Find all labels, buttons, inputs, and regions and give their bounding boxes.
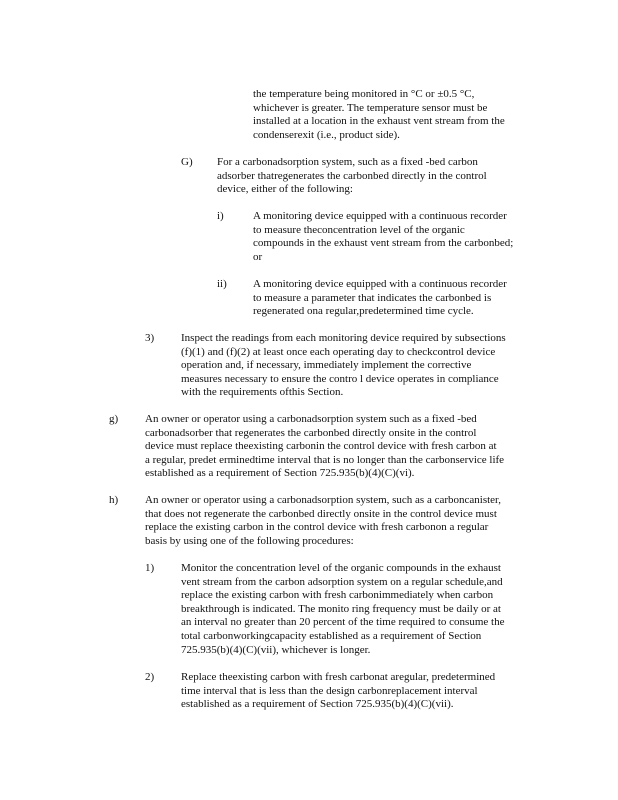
text-line: time interval that is less than the design carbonreplacement interval (181, 684, 478, 697)
text-line: 725.935(b)(4)(C)(vii), whichever is longer. (181, 643, 371, 656)
paragraph-text (253, 210, 530, 264)
text-line: A monitoring device equipped with a continuous recorder (253, 278, 507, 290)
text-line: A monitoring device equipped with a continuous recorder (253, 210, 507, 222)
text-line: replace the existing carbon in the control device with fresh carbonon a regular (145, 521, 489, 534)
text-line: device, either of the following: (217, 183, 353, 196)
item-label: G) (181, 156, 193, 168)
text-line: adsorber thatregenerates the carbonbed directly in the control (217, 169, 487, 182)
paragraph-text (181, 671, 521, 712)
text-line: to measure a parameter that indicates the carbonbed is (253, 291, 492, 304)
text-line: Replace theexisting carbon with fresh carbonat aregular, predetermined (181, 671, 496, 683)
text-line: that does not regenerate the carbonbed directly onsite in the control device must (145, 507, 497, 520)
paragraph-text (253, 88, 528, 142)
text-line: operation and, if necessary, immediately implement the corrective (181, 359, 472, 372)
text-line: to measure theconcentration level of the organic (253, 223, 465, 236)
text-line: or (253, 250, 263, 263)
text-line: Monitor the concentration level of the organic compounds in the exhaust (181, 562, 501, 574)
text-line: an interval no greater than 20 percent of the time required to consume the (181, 616, 505, 629)
text-line: a regular, predet erminedtime interval that is no longer than the carbonservice life (145, 453, 505, 466)
text-line: basis by using one of the following procedures: (145, 534, 354, 547)
text-line: device must replace theexisting carbonin the control device with fresh carbon at (145, 440, 497, 453)
paragraph-text (181, 562, 534, 657)
text-line: (f)(1) and (f)(2) at least once each operating day to checkcontrol device (181, 345, 496, 358)
item-label: 1) (145, 562, 155, 574)
text-line: An owner or operator using a carbonadsorption system such as a fixed -bed (145, 413, 477, 425)
text-line: replace the existing carbon with fresh carbonimmediately when carbon (181, 589, 494, 602)
text-line: An owner or operator using a carbonadsorption system, such as a carboncanister, (145, 494, 502, 506)
text-line: the temperature being monitored in °C or ±0.5 °C, (253, 88, 475, 100)
text-line: established as a requirement of Section 725.935(b)(4)(C)(vii). (181, 698, 454, 711)
item-label: g) (109, 413, 119, 425)
text-line: compounds in the exhaust vent stream from the carbonbed; (253, 237, 514, 250)
item-label: 2) (145, 671, 155, 683)
text-line: For a carbonadsorption system, such as a fixed -bed carbon (217, 156, 478, 168)
text-line: with the requirements ofthis Section. (181, 386, 344, 399)
text-line: installed at a location in the exhaust vent stream from the (253, 115, 505, 128)
text-line: breakthrough is indicated. The monito ring frequency must be daily or at (181, 602, 501, 615)
paragraph-text (253, 278, 525, 319)
item-label: 3) (145, 332, 155, 344)
text-line: whichever is greater. The temperature sensor must be (253, 101, 488, 114)
text-line: Inspect the readings from each monitoring device required by subsections (181, 332, 506, 344)
text-line: vent stream from the carbon adsorption system on a regular schedule,and (181, 575, 503, 588)
item-label: ii) (217, 278, 227, 290)
text-line: carbonadsorber that regenerates the carbonbed directly onsite in the control (145, 426, 477, 439)
paragraph-text (217, 156, 507, 197)
paragraph-text (145, 494, 530, 548)
text-line: regenerated ona regular,predetermined time cycle. (253, 305, 474, 318)
paragraph-text (181, 332, 529, 400)
item-label: h) (109, 494, 119, 506)
paragraph-text (145, 413, 533, 481)
text-line: measures necessary to ensure the contro l device operates in compliance (181, 372, 499, 385)
text-line: established as a requirement of Section 725.935(b)(4)(C)(vi). (145, 467, 415, 480)
item-label: i) (217, 210, 224, 222)
text-line: total carbonworkingcapacity established as a requirement of Section (181, 629, 482, 642)
text-line: condenserexit (i.e., product side). (253, 128, 400, 141)
